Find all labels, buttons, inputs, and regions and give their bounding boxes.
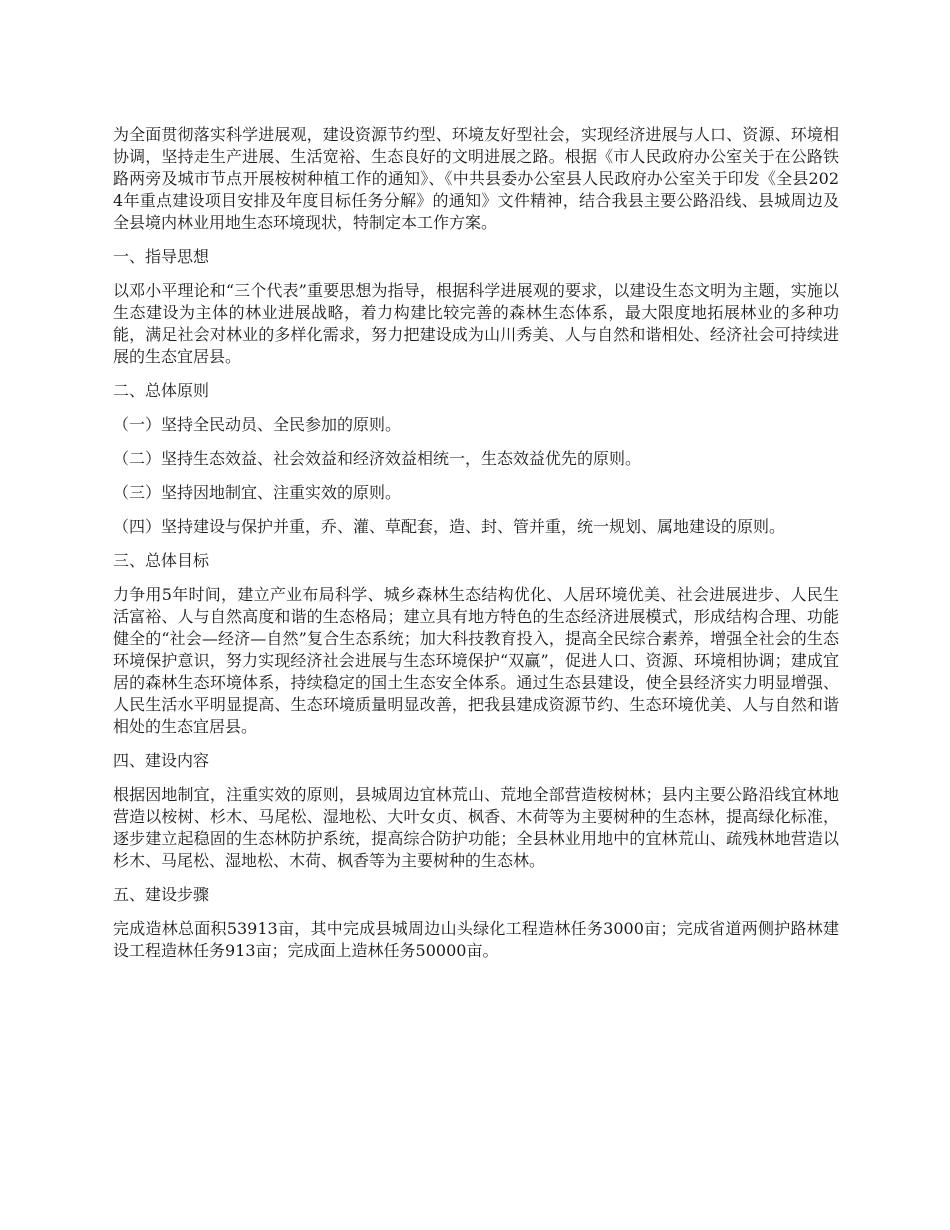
section-heading-construction-steps: 五、建设步骤: [113, 885, 210, 904]
section-heading-overall-principles: 二、总体原则: [113, 381, 210, 400]
intro-paragraph: 为全面贯彻落实科学进展观，建设资源节约型、环境友好型社会，实现经济进展与人口、资源、环境相协调，坚持走生产进展、生活宽裕、生态良好的文明进展之路。根据《市人民政府办公室关于在公路铁路两旁及城市节点开展桉树种植工作的通知》、《中共县委办公室县人民政府办公室关于印发《全县2024年重点建设项目安排及年度目标任务分解》的通知》文件精神，结合我县主要公路沿线、县城周边及全县境内林业用地生态环境现状，特制定本工作方案。: [113, 125, 839, 232]
construction-steps-paragraph: 完成造林总面积53913亩，其中完成县城周边山头绿化工程造林任务3000亩；完成省道两侧护路林建设工程造林任务913亩；完成面上造林任务50000亩。: [113, 919, 839, 960]
section-heading-guiding-ideology: 一、指导思想: [113, 247, 210, 266]
principle-item-1: （一）坚持全民动员、全民参加的原则。: [113, 415, 402, 434]
section-heading-overall-goals: 三、总体目标: [113, 551, 210, 570]
overall-goals-paragraph: 力争用5年时间，建立产业布局科学、城乡森林生态结构优化、人居环境优美、社会进展进步、人民生活富裕、人与自然高度和谐的生态格局；建立具有地方特色的生态经济进展模式，形成结构合理、功能健全的“社会—经济—自然”复合生态系统；加大科技教育投入，提高全民综合素养，增强全社会的生态环境保护意识，努力实现经济社会进展与生态环境保护“双赢”，促进人口、资源、环境相协调；建成宜居的森林生态环境体系，持续稳定的国土生态安全体系。通过生态县建设，使全县经济实力明显增强、人民生活水平明显提高、生态环境质量明显改善，把我县建成资源节约、生态环境优美、人与自然和谐相处的生态宜居县。: [113, 585, 839, 736]
document-page: [113, 124, 839, 974]
guiding-ideology-paragraph: 以邓小平理论和“三个代表”重要思想为指导，根据科学进展观的要求，以建设生态文明为主题，实施以生态建设为主体的林业进展战略，着力构建比较完善的森林生态体系，最大限度地拓展林业的多种功能，满足社会对林业的多样化需求，努力把建设成为山川秀美、人与自然和谐相处、经济社会可持续进展的生态宜居县。: [113, 281, 839, 366]
construction-content-paragraph: 根据因地制宜，注重实效的原则，县城周边宜林荒山、荒地全部营造桉树林；县内主要公路沿线宜林地营造以桉树、杉木、马尾松、湿地松、大叶女贞、枫香、木荷等为主要树种的生态林，提高绿化标准，逐步建立起稳固的生态林防护系统，提高综合防护功能；全县林业用地中的宜林荒山、疏残林地营造以杉木、马尾松、湿地松、木荷、枫香等为主要树种的生态林。: [113, 785, 839, 870]
principle-item-2: （二）坚持生态效益、社会效益和经济效益相统一，生态效益优先的原则。: [113, 449, 642, 468]
principle-item-4: （四）坚持建设与保护并重，乔、灌、草配套，造、封、管并重，统一规划、属地建设的原则。: [113, 517, 786, 536]
principle-item-3: （三）坚持因地制宜、注重实效的原则。: [113, 483, 402, 502]
section-heading-construction-content: 四、建设内容: [113, 751, 210, 770]
